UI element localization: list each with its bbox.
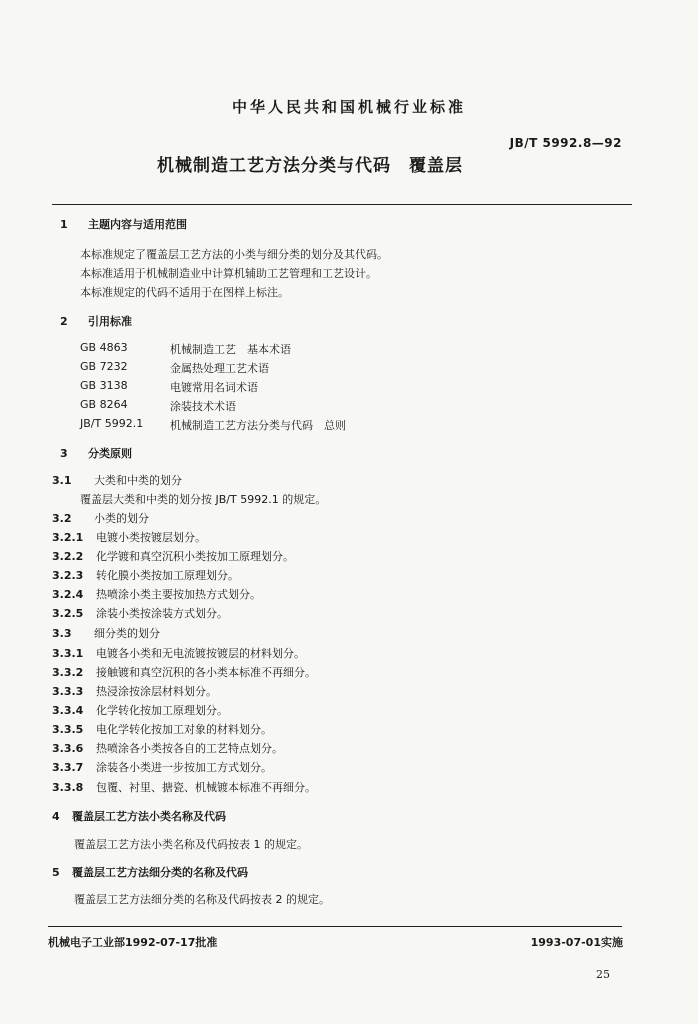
clause-3-3-2: [52, 664, 316, 680]
clause-text: 热喷涂小类主要按加热方式划分。: [96, 588, 261, 601]
clause-number: 3.3.1: [52, 647, 84, 660]
paragraph: 本标准规定的代码不适用于在图样上标注。: [80, 286, 289, 299]
ref-title: 机械制造工艺方法分类与代码 总则: [170, 419, 346, 432]
clause-3-2-5: [52, 605, 228, 621]
clause-text: 电镀小类按镀层划分。: [96, 531, 206, 544]
effective-date: 1993-07-01实施: [530, 936, 623, 949]
clause-3-2-2: [52, 548, 294, 564]
section-5-heading: [52, 864, 248, 880]
clause-3-3-4: [52, 702, 228, 718]
ref-title: 金属热处理工艺术语: [170, 362, 269, 375]
section-title: 覆盖层工艺方法细分类的名称及代码: [72, 866, 248, 879]
ref-title: 电镀常用名词术语: [170, 381, 258, 394]
section-title: 分类原则: [88, 447, 132, 460]
clause-number: 3.3.2: [52, 666, 84, 679]
section-1-heading: [60, 216, 187, 232]
clause-text: 接触镀和真空沉积的各小类本标准不再细分。: [96, 666, 316, 679]
clause-3-2-3: [52, 567, 239, 583]
clause-number: 3.3.4: [52, 704, 84, 717]
section-4-heading: [52, 808, 226, 824]
section-3-heading: [60, 445, 132, 461]
clause-number: 3.1: [52, 474, 72, 487]
ref-code: GB 3138: [80, 379, 128, 392]
clause-3-2-1: [52, 529, 206, 545]
ref-code: GB 4863: [80, 341, 128, 354]
approval-date: 机械电子工业部1992-07-17批准: [48, 936, 218, 949]
clause-3-1: [52, 472, 182, 488]
clause-number: 3.2.2: [52, 550, 84, 563]
section-number: 5: [52, 866, 60, 879]
clause-number: 3.3.8: [52, 781, 84, 794]
clause-number: 3.3.6: [52, 742, 84, 755]
clause-text: 化学镀和真空沉积小类按加工原理划分。: [96, 550, 294, 563]
section-2-heading: [60, 313, 132, 329]
clause-3-3-6: [52, 740, 283, 756]
clause-number: 3.2.3: [52, 569, 84, 582]
clause-text: 电化学转化按加工对象的材料划分。: [96, 723, 272, 736]
section-title: 主题内容与适用范围: [88, 218, 187, 231]
ref-title: 涂装技术术语: [170, 400, 236, 413]
clause-number: 3.2.4: [52, 588, 84, 601]
clause-text: 化学转化按加工原理划分。: [96, 704, 228, 717]
clause-3-3: [52, 625, 160, 641]
section-number: 3: [60, 447, 68, 460]
clause-3-2-4: [52, 586, 261, 602]
section-number: 1: [60, 218, 68, 231]
paragraph: 覆盖层工艺方法小类名称及代码按表 1 的规定。: [74, 838, 308, 851]
standard-number: JB/T 5992.8—92: [509, 136, 622, 150]
clause-3-3-3: [52, 683, 217, 699]
clause-text: 包覆、衬里、搪瓷、机械镀本标准不再细分。: [96, 781, 316, 794]
document-title: 机械制造工艺方法分类与代码 覆盖层: [157, 156, 463, 176]
clause-3-3-1: [52, 645, 305, 661]
clause-text: 涂装各小类进一步按加工方式划分。: [96, 761, 272, 774]
section-title: 引用标准: [88, 315, 132, 328]
clause-text: 小类的划分: [94, 512, 149, 525]
ref-title: 机械制造工艺 基本术语: [170, 343, 291, 356]
footer-rule: [48, 926, 622, 927]
clause-text: 转化膜小类按加工原理划分。: [96, 569, 239, 582]
clause-text: 大类和中类的划分: [94, 474, 182, 487]
paragraph: 本标准规定了覆盖层工艺方法的小类与细分类的划分及其代码。: [80, 248, 388, 261]
paragraph: 覆盖层大类和中类的划分按 JB/T 5992.1 的规定。: [80, 493, 327, 506]
clause-text: 热喷涂各小类按各自的工艺特点划分。: [96, 742, 283, 755]
paragraph: 本标准适用于机械制造业中计算机辅助工艺管理和工艺设计。: [80, 267, 377, 280]
clause-3-3-5: [52, 721, 272, 737]
page-number: 25: [596, 968, 610, 981]
clause-text: 热浸涂按涂层材料划分。: [96, 685, 217, 698]
section-title: 覆盖层工艺方法小类名称及代码: [72, 810, 226, 823]
clause-number: 3.3.7: [52, 761, 84, 774]
clause-text: 细分类的划分: [94, 627, 160, 640]
clause-3-3-7: [52, 759, 272, 775]
ref-code: JB/T 5992.1: [80, 417, 144, 430]
clause-3-3-8: [52, 779, 316, 795]
clause-number: 3.3.3: [52, 685, 84, 698]
clause-number: 3.2.1: [52, 531, 84, 544]
clause-text: 电镀各小类和无电流镀按镀层的材料划分。: [96, 647, 305, 660]
clause-number: 3.3: [52, 627, 72, 640]
section-number: 4: [52, 810, 60, 823]
ref-code: GB 8264: [80, 398, 128, 411]
clause-number: 3.2: [52, 512, 72, 525]
section-number: 2: [60, 315, 68, 328]
paragraph: 覆盖层工艺方法细分类的名称及代码按表 2 的规定。: [74, 893, 330, 906]
clause-text: 涂装小类按涂装方式划分。: [96, 607, 228, 620]
clause-number: 3.3.5: [52, 723, 84, 736]
clause-3-2: [52, 510, 149, 526]
clause-number: 3.2.5: [52, 607, 84, 620]
ref-code: GB 7232: [80, 360, 128, 373]
issuing-authority-heading: 中华人民共和国机械行业标准: [231, 98, 466, 116]
header-rule: [52, 204, 632, 205]
